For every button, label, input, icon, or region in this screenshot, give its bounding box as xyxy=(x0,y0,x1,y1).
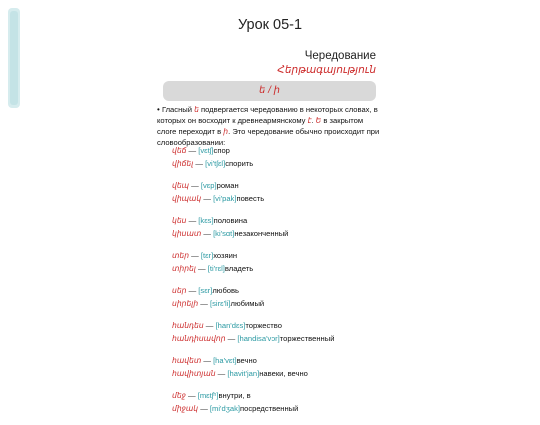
word-pair xyxy=(172,390,392,415)
page-title: Урок 05-1 xyxy=(237,17,303,33)
armenian-word: հավիտյան xyxy=(172,368,216,378)
transcription: [mɛtʃʰ] xyxy=(197,391,219,400)
transcription: [vi'tʃɛl] xyxy=(205,158,226,168)
transcription: [vɛp] xyxy=(200,181,217,190)
word-entry: հավետ — [ha'vɛt]вечно xyxy=(172,356,257,365)
word-entry: հանդիսավոր — [handisa'vɔr]торжественный xyxy=(172,333,335,343)
transcription: [ha'vɛt] xyxy=(213,356,237,365)
word-entry: տիրել — [ti'rɛl]владеть xyxy=(172,263,254,273)
translation: любимый xyxy=(230,298,265,308)
transcription: [handisa'vɔr] xyxy=(237,333,280,343)
word-pair xyxy=(172,180,392,205)
armenian-word: կիսատ xyxy=(172,228,202,238)
word-pair xyxy=(172,285,392,310)
alternation-banner: ե / ի xyxy=(163,81,376,101)
translation: внутри, в xyxy=(218,391,251,400)
transcription: [kɛs] xyxy=(198,216,214,225)
intro-letter: է xyxy=(307,116,312,125)
intro-letter: ե xyxy=(194,105,199,114)
word-entry: սեր — [sɛr]любовь xyxy=(172,286,240,295)
section-subtitle: Հերթագայություն xyxy=(277,64,376,76)
word-pair xyxy=(172,145,392,170)
armenian-word: սեր xyxy=(172,286,187,295)
intro-text: подвергается чередованию в некоторых словах, в которых он восходит к древнеармянскому xyxy=(157,105,378,125)
translation: посредственный xyxy=(240,403,299,413)
transcription: [mi'dʒak] xyxy=(209,403,240,413)
word-entry: մեջ — [mɛtʃʰ]внутри, в xyxy=(172,391,251,400)
word-entry: վեպ — [vɛp]роман xyxy=(172,181,239,190)
intro-text: . xyxy=(311,116,316,125)
word-pair xyxy=(172,320,392,345)
transcription: [ti'rɛl] xyxy=(207,263,225,273)
intro-text: Гласный xyxy=(161,105,195,114)
translation: любовь xyxy=(212,286,240,295)
word-entry: վեճ — [vɛtʃ]спор xyxy=(172,146,230,155)
word-pair xyxy=(172,250,392,275)
word-entry: կես — [kɛs]половина xyxy=(172,216,248,225)
word-pairs-list xyxy=(172,145,392,425)
armenian-word: հավետ xyxy=(172,356,202,365)
translation: владеть xyxy=(224,263,254,273)
transcription: [ki'sɑt] xyxy=(213,228,235,238)
word-entry: տեր — [tɛr]хозяин xyxy=(172,251,238,260)
word-pair xyxy=(172,355,392,380)
word-entry: վիպակ — [vi'pak]повесть xyxy=(172,193,265,203)
translation: повесть xyxy=(236,193,265,203)
word-entry: հանդես — [han'dɛs]торжество xyxy=(172,321,282,330)
translation: торжество xyxy=(245,321,282,330)
translation: вечно xyxy=(236,356,257,365)
armenian-word: հանդիսավոր xyxy=(172,333,226,343)
translation: роман xyxy=(216,181,239,190)
armenian-word: վիպակ xyxy=(172,193,202,203)
word-pair xyxy=(172,215,392,240)
intro-text: . Это чередование обычно происходит при словообразовании: xyxy=(157,127,380,147)
transcription: [vɛtʃ] xyxy=(198,146,214,155)
word-entry: վիճել — [vi'tʃɛl]спорить xyxy=(172,158,254,168)
translation: спорить xyxy=(225,158,254,168)
translation: торжественный xyxy=(279,333,335,343)
armenian-word: հանդես xyxy=(172,321,204,330)
armenian-word: վեճ xyxy=(172,146,187,155)
translation: хозяин xyxy=(213,251,238,260)
translation: спор xyxy=(213,146,230,155)
word-entry: սիրելի — [sirɛ'li]любимый xyxy=(172,298,265,308)
intro-text: в закрытом слоге переходит в xyxy=(157,116,364,136)
bullet: • xyxy=(157,105,160,114)
translation: половина xyxy=(213,216,248,225)
word-entry: կիսատ — [ki'sɑt]незаконченный xyxy=(172,228,289,238)
translation: навеки, вечно xyxy=(259,368,308,378)
word-entry: հավիտյան — [havit'jan]навеки, вечно xyxy=(172,368,308,378)
transcription: [havit'jan] xyxy=(227,368,260,378)
armenian-word: միջակ xyxy=(172,403,199,413)
word-entry: միջակ — [mi'dʒak]посредственный xyxy=(172,403,299,413)
intro-letter: ի xyxy=(223,127,229,136)
translation: незаконченный xyxy=(234,228,289,238)
section-title: Чередование xyxy=(304,50,376,62)
armenian-word: վեպ xyxy=(172,181,190,190)
transcription: [vi'pak] xyxy=(213,193,237,203)
intro-paragraph xyxy=(157,104,381,148)
armenian-word: տեր xyxy=(172,251,190,260)
armenian-word: մեջ xyxy=(172,391,186,400)
transcription: [sirɛ'li] xyxy=(209,298,231,308)
transcription: [tɛr] xyxy=(200,251,214,260)
transcription: [sɛr] xyxy=(198,286,213,295)
intro-letter: Ե xyxy=(315,116,322,125)
armenian-word: վիճել xyxy=(172,158,194,168)
armenian-word: տիրել xyxy=(172,263,196,273)
transcription: [han'dɛs] xyxy=(215,321,246,330)
armenian-word: կես xyxy=(172,216,187,225)
armenian-word: սիրելի xyxy=(172,298,199,308)
